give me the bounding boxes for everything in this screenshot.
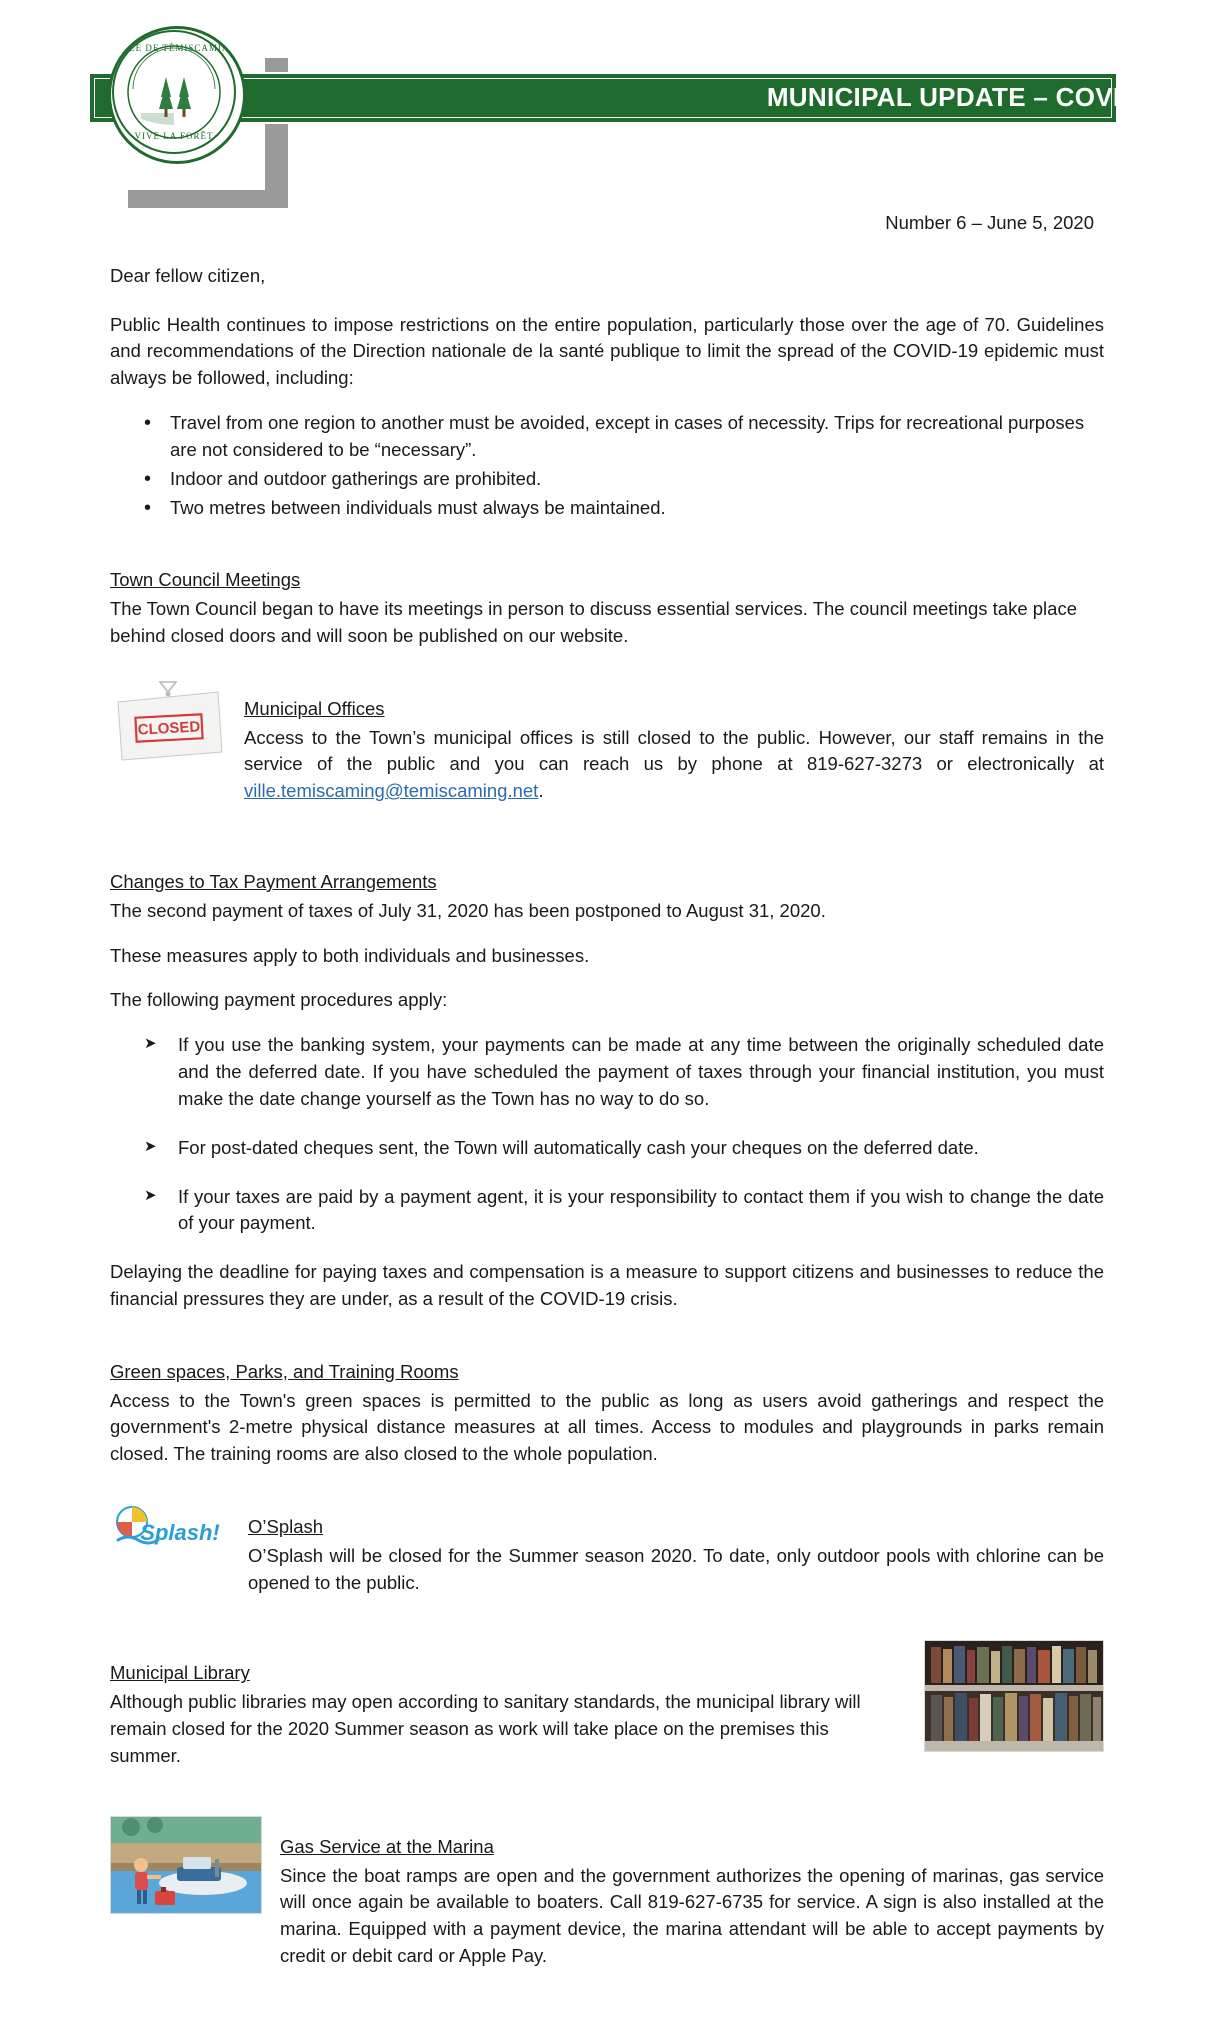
banner-title: MUNICIPAL UPDATE – COVID-19: [766, 82, 1178, 112]
greeting: Dear fellow citizen,: [110, 264, 266, 286]
list-item: • Two metres between individuals must always be maintained.: [144, 495, 1104, 522]
list-item: • Travel from one region to another must be avoided, except in cases of necessity. Trips for recreational purposes are not considered to be “necessary”.: [144, 410, 1104, 464]
section-body-3: The following payment procedures apply:: [110, 989, 448, 1011]
svg-text:Splash!: Splash!: [140, 1520, 220, 1545]
section-body-2: These measures apply to both individuals and businesses.: [110, 944, 590, 966]
section-heading: Changes to Tax Payment Arrangements: [110, 871, 437, 892]
payment-procedures-list: [110, 1032, 1104, 1237]
email-link[interactable]: ville.temiscaming@temiscaming.net: [244, 780, 539, 802]
section-body: O’Splash will be closed for the Summer season 2020. To date, only outdoor pools with chlorine can be opened to the public.: [248, 1544, 1104, 1593]
section-body: [244, 725, 1104, 805]
section-heading: Green spaces, Parks, and Training Rooms: [110, 1360, 459, 1382]
section-body: Since the boat ramps are open and the government authorizes the opening of marinas, gas service will once again be available to boaters. Call 819-627-6735 for service. A sign is also installed at the marina. Equipped with a payment device, the marina attendant will be able to accept payments by credit or debit card or Apple Pay.: [280, 1864, 1104, 1966]
document-body: [0, 210, 1214, 2028]
intro-paragraph: Public Health continues to impose restrictions on the entire population, particularly those over the age of 70. Guidelines and recommendations of the Direction nationale de la santé publique to limit the spread of the COVID-19 epidemic must always be followed, including:: [110, 313, 1104, 389]
svg-text:VIVE LA FORÊT: VIVE LA FORÊT: [134, 131, 214, 141]
intro-bullet-list: [110, 410, 1104, 521]
section-body: Although public libraries may open according to sanitary standards, the municipal library will remain closed for the 2020 Summer season as work will take place on the premises this summer.: [110, 1691, 861, 1766]
section-green-spaces: [110, 1335, 1104, 1468]
list-item: ➤ If your taxes are paid by a payment agent, it is your responsibility to contact them if you wish to change the date of your payment.: [144, 1184, 1104, 1238]
section-body-text-end: .: [538, 780, 544, 802]
library-photo: [924, 1640, 1104, 1752]
splash-logo-icon: [110, 1500, 230, 1568]
section-municipal-library: [110, 1636, 1104, 1787]
section-heading: Gas Service at the Marina: [280, 1835, 494, 1857]
section-heading: Municipal Offices: [244, 697, 385, 719]
issue-number: Number 6 – June 5, 2020: [885, 212, 1094, 233]
closed-sign-icon: [110, 680, 228, 766]
svg-text:CLOSED: CLOSED: [137, 718, 201, 739]
section-heading: O’Splash: [248, 1516, 324, 1537]
section-osplash: [110, 1490, 1104, 1614]
marina-illustration: [110, 1816, 262, 1914]
town-crest-icon: [108, 26, 246, 164]
list-item: ➤ For post-dated cheques sent, the Town will automatically cash your cheques on the deferred date.: [144, 1135, 1104, 1162]
section-gas-service-marina: [110, 1810, 1104, 1988]
section-closing: Delaying the deadline for paying taxes and compensation is a measure to support citizens and businesses to reduce the financial pressures they are under, as a result of the COVID-19 crisis.: [110, 1261, 1104, 1309]
svg-text:VILLE DE TÉMISCAMING: VILLE DE TÉMISCAMING: [111, 43, 237, 53]
section-body: The Town Council began to have its meetings in person to discuss essential services. The council meetings take place behind closed doors and will soon be published on our website.: [110, 598, 1077, 646]
section-body: Access to the Town's green spaces is permitted to the public as long as users avoid gatherings and respect the government's 2-metre physical distance measures at all times. Access to modules and playgrounds in parks remain closed. The training rooms are also closed to the whole population.: [110, 1389, 1104, 1465]
section-body-text: Access to the Town’s municipal offices is still closed to the public. However, our staff remains in the service of the public and you can reach us by phone at 819-627-3273 or electronically at: [244, 726, 1104, 775]
list-item: ➤ If you use the banking system, your payments can be made at any time between the originally scheduled date and the deferred date. If you have scheduled the payment of taxes through your financial institution, you must make the date change yourself as the Town has no way to do so.: [144, 1032, 1104, 1112]
section-heading: Municipal Library: [110, 1662, 250, 1684]
section-body: The second payment of taxes of July 31, 2020 has been postponed to August 31, 2020.: [110, 899, 826, 921]
document-header: [0, 0, 1214, 210]
section-town-council-meetings: [110, 543, 1104, 649]
section-heading: Town Council Meetings: [110, 569, 301, 591]
section-municipal-offices: [110, 672, 1104, 823]
list-item: • Indoor and outdoor gatherings are prohibited.: [144, 466, 1104, 493]
section-tax-payment-arrangements: [110, 845, 1104, 1313]
